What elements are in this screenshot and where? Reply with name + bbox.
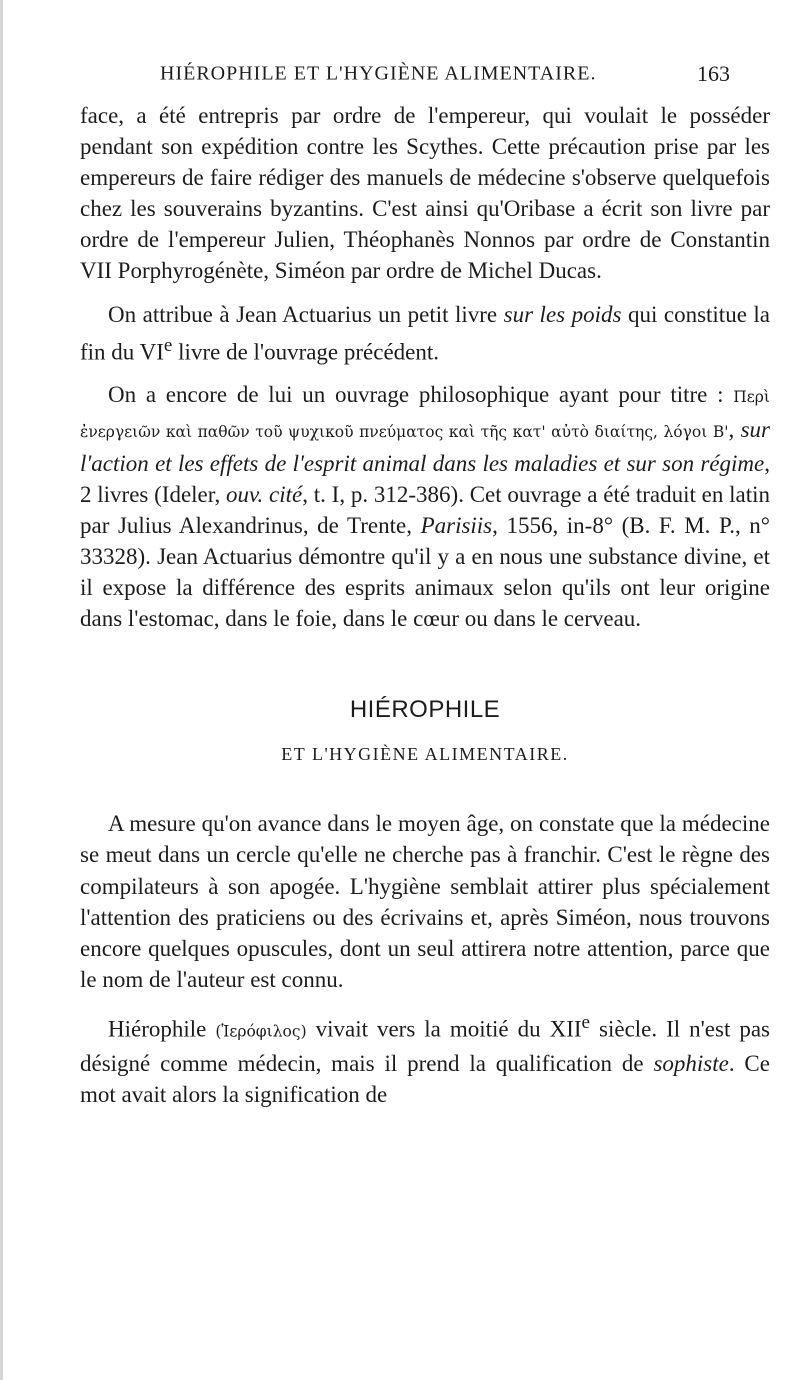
paragraph-3-comma: , [728, 416, 741, 442]
paragraph-2-italic: sur les poids [503, 301, 622, 327]
citation-italic: ouv. cité [226, 481, 303, 507]
paragraph-4 [80, 808, 770, 995]
paragraph-5-name: Hiérophile [108, 1016, 207, 1042]
century-numeral: XII [549, 1016, 582, 1042]
paragraph-3-lead: On a encore de lui un ouvrage philosophique ayant pour titre : [108, 382, 734, 408]
paragraph-2-sup: e [163, 334, 173, 356]
paragraph-5-sup: e [581, 1011, 591, 1033]
paragraph-1-text: face, a été entrepris par ordre de l'empereur, qui voulait le posséder pendant son expédition contre les Scythes. Cette précaution prise par les empereurs de faire rédiger des manuels de médecine s'observe quelquefois chez les souverains byzantins. C'est ainsi qu'Oribase a écrit son livre par ordre de l'empereur Julien, Théophanès Nonnos par ordre de Constantin VII Porphyrogénète, Siméon par ordre de Michel Ducas. [80, 103, 770, 284]
paragraph-5-text-b: siècle. Il n'est pas désigné comme médecin, mais il prend la qualification de [80, 1016, 770, 1076]
page-header [160, 48, 760, 88]
paragraph-3-text-b: , t. I, p. 312-386). Cet ouvrage a été traduit en latin par Julius Alexandrinus, de Trente, [80, 481, 770, 538]
paragraph-3-text-a: , 2 livres (Ideler, [80, 450, 770, 507]
paragraph-4-text: A mesure qu'on avance dans le moyen âge, on constate que la médecine se meut dans un cercle qu'elle ne cherche pas à franchir. C'est le règne des compilateurs à son apogée. L'hygiène semblait attirer plus spécialement l'attention des praticiens ou des écrivains et, après Siméon, nous trouvons encore quelques opuscules, dont un seul attirera notre attention, parce que le nom de l'auteur est connu. [80, 811, 770, 992]
section-title: HIÉROPHILE [349, 696, 501, 724]
paragraph-3-text-c: , 1556, in-8° (B. F. M. P., n° 33328). Jean Actuarius démontre qu'il y a en nous une substance divine, et il expose la différence des esprits animaux selon qu'ils ont leur origine dans l'estomac, dans le foie, dans le cœur ou dans le cerveau. [80, 512, 770, 632]
paragraph-2-text-c: livre de l'ouvrage précédent. [172, 339, 440, 365]
paragraph-5-italic: sophiste [653, 1050, 729, 1076]
page-edge-shadow [0, 0, 3, 1380]
paragraph-3 [80, 379, 770, 634]
running-title: HIÉROPHILE ET L'HYGIÈNE ALIMENTAIRE. [160, 62, 597, 85]
greek-title: Περὶ ἐνεργειῶν καὶ παθῶν τοῦ ψυχικοῦ πνεύματος καὶ τῆς κατ' αὐτὸ διαίτης, λόγοι Β' [80, 388, 770, 441]
section-subtitle: ET L'HYGIÈNE ALIMENTAIRE. [281, 744, 569, 765]
page-body [80, 100, 770, 1110]
paragraph-1 [80, 100, 770, 287]
paragraph-2 [80, 299, 770, 368]
paragraph-5-text-a: vivait vers la moitié du [306, 1016, 550, 1042]
paragraph-2-text-a: On attribue à Jean Actuarius un petit livre [108, 301, 504, 327]
paragraph-5-greek: (Ἱερόφιλος) [215, 1022, 307, 1041]
paragraph-2-text-b: qui constitue la fin du VI [80, 301, 771, 365]
paragraph-5-text-c: . Ce mot avait alors la signification de [80, 1050, 770, 1107]
french-title-italic: sur l'action et les effets de l'esprit animal dans les maladies et sur son régime [80, 416, 770, 476]
page-number: 163 [697, 61, 730, 86]
place-italic: Parisiis [420, 512, 493, 538]
paragraph-5 [80, 1007, 770, 1110]
